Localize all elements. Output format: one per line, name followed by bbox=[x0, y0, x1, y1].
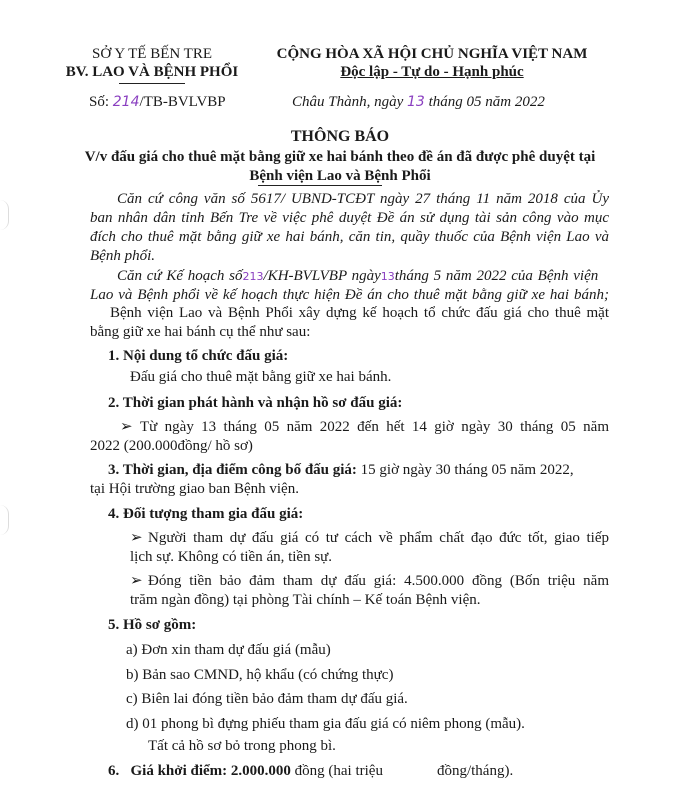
divider bbox=[258, 185, 382, 186]
document-number: Số: 214/TB-BVLVBP bbox=[89, 94, 226, 110]
handwritten-number: 214 bbox=[112, 94, 140, 110]
bullet-arrow-icon: ➢ bbox=[130, 573, 143, 589]
preamble-line: đích cho thuê mặt bằng giữ xe hai bánh, căn tin, quầy thuốc của Bệnh viện Lao và bbox=[90, 229, 609, 245]
section-body: tại Hội trường giao ban Bệnh viện. bbox=[90, 481, 299, 497]
list-item: Đóng tiền bảo đảm tham dự đấu giá: 4.500.000 đồng (Bốn triệu năm bbox=[148, 573, 609, 589]
list-item: a) Đơn xin tham dự đấu giá (mẫu) bbox=[126, 642, 331, 658]
section-heading-6: 6. Giá khởi điểm: 2.000.000 đồng (hai triệu đồng/tháng). bbox=[108, 763, 514, 779]
list-item: d) 01 phong bì đựng phiếu tham gia đấu giá có niêm phong (mẫu). bbox=[126, 716, 525, 732]
preamble-line: bằng giữ xe hai bánh cụ thể như sau: bbox=[90, 324, 311, 340]
list-item: b) Bản sao CMND, hộ khẩu (có chứng thực) bbox=[126, 667, 394, 683]
scan-edge-mark bbox=[0, 200, 9, 230]
section-heading-5: 5. Hồ sơ gồm: bbox=[108, 617, 197, 633]
hospital-name: BV. LAO VÀ BỆNH PHỔI bbox=[65, 64, 239, 80]
section-heading-4: 4. Đối tượng tham gia đấu giá: bbox=[108, 506, 304, 522]
section-body: 2022 (200.000đồng/ hồ sơ) bbox=[90, 438, 253, 454]
preamble-line: Lao và Bệnh phổi về kế hoạch thực hiện Đề án cho thuê mặt bằng giữ xe hai bánh; bbox=[90, 287, 609, 303]
section-body: Từ ngày 13 tháng 05 năm 2022 đến hết 14 giờ ngày 30 tháng 05 năm bbox=[140, 419, 609, 435]
preamble-line: Bệnh phổi. bbox=[90, 248, 155, 264]
handwritten-day: 13 bbox=[407, 94, 425, 110]
list-item: c) Biên lai đóng tiền bảo đảm tham dự đấu giá. bbox=[126, 691, 408, 707]
preamble-line: Căn cứ Kế hoạch số213/KH-BVLVBP ngày13tháng 5 năm 2022 của Bệnh viện bbox=[117, 268, 599, 284]
scan-edge-mark bbox=[0, 505, 9, 535]
nation-title: CỘNG HÒA XÃ HỘI CHỦ NGHĨA VIỆT NAM bbox=[276, 46, 588, 62]
bullet-arrow-icon: ➢ bbox=[120, 419, 133, 435]
list-item: lịch sự. Không có tiền án, tiền sự. bbox=[130, 549, 333, 565]
document-title: THÔNG BÁO bbox=[290, 128, 390, 145]
section-heading-1: 1. Nội dung tổ chức đấu giá: bbox=[108, 348, 289, 364]
preamble-line: Căn cứ công văn số 5617/ UBND-TCĐT ngày 27 tháng 11 năm 2018 của Ủy bbox=[117, 191, 609, 207]
list-item: trăm ngàn đồng) tại phòng Tài chính – Kế toán Bệnh viện. bbox=[130, 592, 481, 608]
agency-name: SỞ Y TẾ BẾN TRE bbox=[91, 46, 213, 62]
subject-line: V/v đấu giá cho thuê mặt bằng giữ xe hai bánh theo đề án đã được phê duyệt tại bbox=[84, 149, 596, 165]
section-heading-3: 3. Thời gian, địa điểm công bố đấu giá: 15 giờ ngày 30 tháng 05 năm 2022, bbox=[108, 462, 574, 478]
section-heading-2: 2. Thời gian phát hành và nhận hồ sơ đấu giá: bbox=[108, 395, 403, 411]
bullet-arrow-icon: ➢ bbox=[130, 530, 143, 546]
section-note: Tất cả hồ sơ bỏ trong phong bì. bbox=[148, 738, 336, 754]
section-body: Đấu giá cho thuê mặt bằng giữ xe hai bánh. bbox=[130, 369, 392, 385]
document-date: Châu Thành, ngày 13 tháng 05 năm 2022 bbox=[292, 94, 545, 110]
preamble-line: Bệnh viện Lao và Bệnh Phổi xây dựng kế hoạch tổ chức đấu giá cho thuê mặt bbox=[110, 305, 609, 321]
motto: Độc lập - Tự do - Hạnh phúc bbox=[340, 64, 524, 80]
divider bbox=[119, 83, 185, 84]
preamble-line: ban nhân dân tỉnh Bến Tre về việc phê duyệt Đề án sử dụng tài sản công vào mục bbox=[90, 210, 609, 226]
list-item: Người tham dự đấu giá có tư cách về phẩm chất đạo đức tốt, giao tiếp bbox=[148, 530, 609, 546]
subject-line: Bệnh viện Lao và Bệnh Phổi bbox=[249, 168, 431, 184]
